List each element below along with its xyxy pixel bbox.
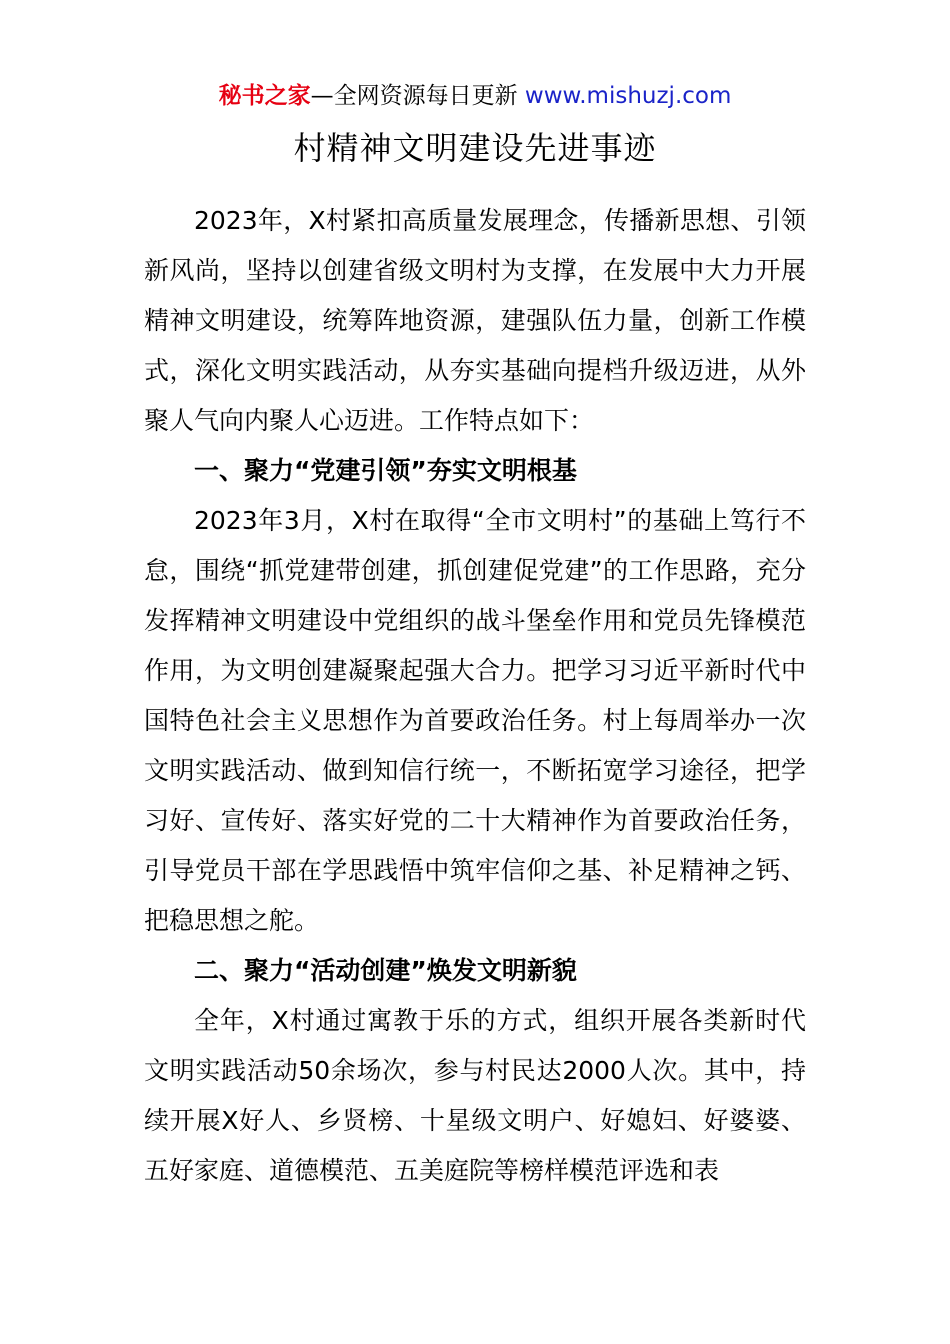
site-url-link[interactable]: www.mishuzj.com (524, 83, 732, 109)
site-name: 秘书之家 (218, 83, 311, 109)
section-2-paragraph: 全年，X村通过寓教于乐的方式，组织开展各类新时代文明实践活动50余场次，参与村民达2000人次。其中，持续开展X好人、乡贤榜、十星级文明户、好媳妇、好婆婆、五好家庭、道德模范、五美庭院等榜样模范评选和表 (144, 1006, 806, 1185)
section-heading-1: 一、聚力“党建引领”夯实文明根基 (194, 456, 577, 485)
section-1-paragraph: 2023年3月，X村在取得“全市文明村”的基础上笃行不怠，围绕“抓党建带创建，抓创建促党建”的工作思路，充分发挥精神文明建设中党组织的战斗堡垒作用和党员先锋模范作用，为文明创建凝聚起强大合力。把学习习近平新时代中国特色社会主义思想作为首要政治任务。村上每周举办一次文明实践活动、做到知信行统一，不断拓宽学习途径，把学习好、宣传好、落实好党的二十大精神作为首要政治任务，引导党员干部在学思践悟中筑牢信仰之基、补足精神之钙、把稳思想之舵。 (144, 506, 806, 935)
section-heading-2: 二、聚力“活动创建”焕发文明新貌 (194, 956, 577, 985)
intro-paragraph: 2023年，X村紧扣高质量发展理念，传播新思想、引领新风尚，坚持以创建省级文明村为支撑，在发展中大力开展精神文明建设，统筹阵地资源，建强队伍力量，创新工作模式，深化文明实践活动，从夯实基础向提档升级迈进，从外聚人气向内聚人心迈进。工作特点如下： (144, 206, 806, 435)
document-body (144, 196, 806, 1196)
site-header (0, 78, 950, 114)
document-title: 村精神文明建设先进事迹 (293, 129, 657, 167)
site-tagline: —全网资源每日更新 (310, 83, 518, 109)
